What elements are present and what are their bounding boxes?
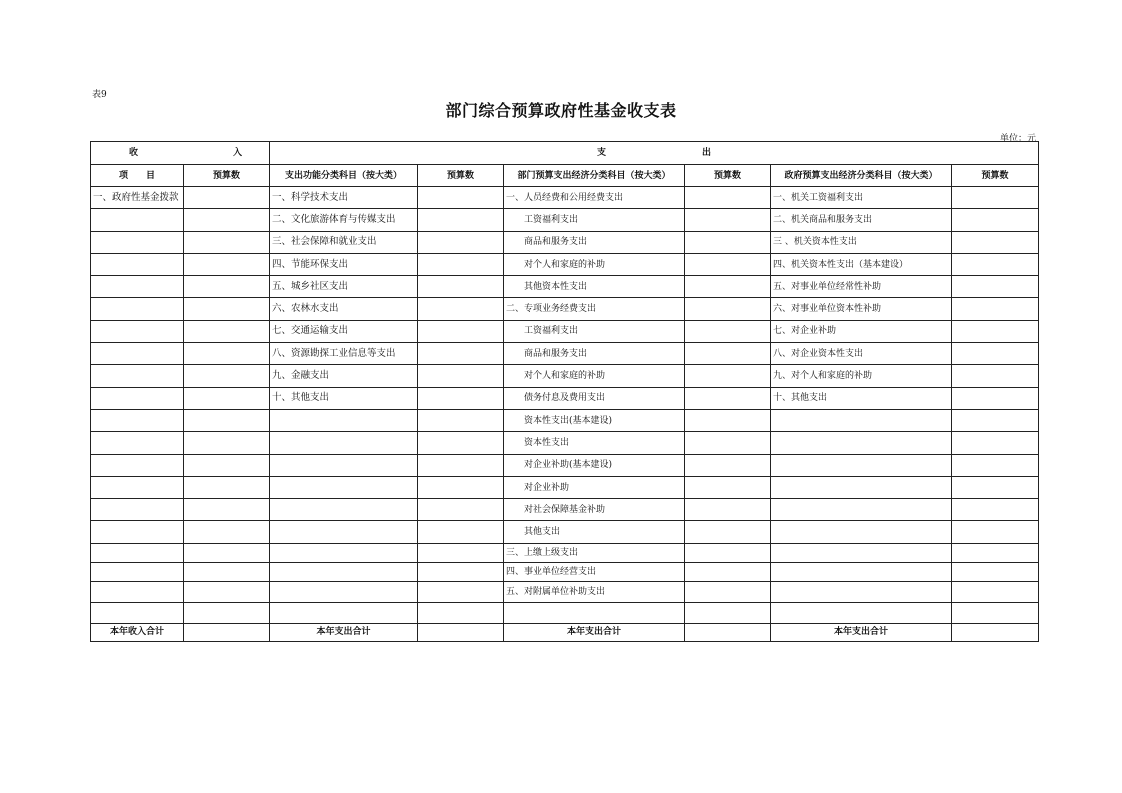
func-budget-cell bbox=[418, 543, 504, 562]
dept-item-cell: 对社会保障基金补助 bbox=[504, 499, 685, 521]
func-budget-cell bbox=[418, 365, 504, 387]
dept-budget-cell bbox=[685, 476, 771, 498]
func-item-cell: 一、科学技术支出 bbox=[270, 187, 418, 209]
gov-budget-cell bbox=[952, 499, 1039, 521]
gov-budget-cell bbox=[952, 253, 1039, 275]
income-budget-cell bbox=[184, 454, 270, 476]
gov-item-cell: 六、对事业单位资本性补助 bbox=[771, 298, 952, 320]
income-item-cell bbox=[91, 209, 184, 231]
income-budget-cell bbox=[184, 409, 270, 431]
dept-item-cell: 工资福利支出 bbox=[504, 209, 685, 231]
gov-item-cell bbox=[771, 454, 952, 476]
func-budget-cell bbox=[418, 476, 504, 498]
gov-budget-cell bbox=[952, 409, 1039, 431]
dept-budget-cell bbox=[685, 562, 771, 581]
func-item-cell: 五、城乡社区支出 bbox=[270, 276, 418, 298]
func-item-cell bbox=[270, 476, 418, 498]
table-body bbox=[91, 187, 1039, 624]
gov-item-cell: 四、机关资本性支出（基本建设） bbox=[771, 253, 952, 275]
gov-item-cell: 三 、机关资本性支出 bbox=[771, 231, 952, 253]
total-gov-label: 本年支出合计 bbox=[771, 623, 952, 641]
table-row bbox=[91, 231, 1039, 253]
func-item-cell: 四、节能环保支出 bbox=[270, 253, 418, 275]
dept-budget-cell bbox=[685, 343, 771, 365]
dept-budget-cell bbox=[685, 432, 771, 454]
expense-band-header: 支 出 bbox=[270, 142, 1039, 165]
dept-budget-cell bbox=[685, 187, 771, 209]
table-row bbox=[91, 432, 1039, 454]
table-row bbox=[91, 209, 1039, 231]
gov-budget-cell bbox=[952, 476, 1039, 498]
func-budget-cell bbox=[418, 276, 504, 298]
gov-item-cell: 九、对个人和家庭的补助 bbox=[771, 365, 952, 387]
dept-item-cell: 对企业补助(基本建设) bbox=[504, 454, 685, 476]
func-budget-cell bbox=[418, 187, 504, 209]
table-row bbox=[91, 409, 1039, 431]
gov-budget-cell bbox=[952, 581, 1039, 602]
gov-item-cell bbox=[771, 562, 952, 581]
table-row bbox=[91, 320, 1039, 342]
gov-budget-cell bbox=[952, 298, 1039, 320]
func-budget-cell bbox=[418, 499, 504, 521]
income-item-cell bbox=[91, 298, 184, 320]
income-item-cell bbox=[91, 320, 184, 342]
gov-budget-cell bbox=[952, 365, 1039, 387]
band-row bbox=[91, 142, 1039, 165]
dept-item-cell: 对个人和家庭的补助 bbox=[504, 253, 685, 275]
dept-item-cell: 对个人和家庭的补助 bbox=[504, 365, 685, 387]
income-item-cell bbox=[91, 432, 184, 454]
income-budget-cell bbox=[184, 343, 270, 365]
gov-item-cell: 十、其他支出 bbox=[771, 387, 952, 409]
income-budget-cell bbox=[184, 253, 270, 275]
income-budget-cell bbox=[184, 387, 270, 409]
dept-budget-cell bbox=[685, 454, 771, 476]
func-budget-cell bbox=[418, 521, 504, 543]
dept-item-cell: 商品和服务支出 bbox=[504, 343, 685, 365]
header-budget-gov: 预算数 bbox=[952, 165, 1039, 187]
dept-budget-cell bbox=[685, 298, 771, 320]
func-budget-cell bbox=[418, 231, 504, 253]
func-item-cell: 二、文化旅游体育与传媒支出 bbox=[270, 209, 418, 231]
dept-budget-cell bbox=[685, 409, 771, 431]
dept-budget-cell bbox=[685, 499, 771, 521]
income-budget-cell bbox=[184, 276, 270, 298]
header-budget-income: 预算数 bbox=[184, 165, 270, 187]
dept-item-cell: 二、专项业务经费支出 bbox=[504, 298, 685, 320]
gov-item-cell bbox=[771, 409, 952, 431]
gov-item-cell bbox=[771, 521, 952, 543]
income-item-cell bbox=[91, 454, 184, 476]
dept-item-cell: 三、上缴上级支出 bbox=[504, 543, 685, 562]
gov-budget-cell bbox=[952, 387, 1039, 409]
gov-budget-cell bbox=[952, 276, 1039, 298]
func-item-cell bbox=[270, 432, 418, 454]
dept-item-cell: 资本性支出 bbox=[504, 432, 685, 454]
dept-budget-cell bbox=[685, 521, 771, 543]
dept-budget-cell bbox=[685, 387, 771, 409]
func-item-cell bbox=[270, 409, 418, 431]
dept-budget-cell bbox=[685, 365, 771, 387]
gov-item-cell bbox=[771, 581, 952, 602]
dept-budget-cell bbox=[685, 581, 771, 602]
income-item-cell bbox=[91, 521, 184, 543]
income-budget-cell bbox=[184, 499, 270, 521]
func-budget-cell bbox=[418, 298, 504, 320]
gov-item-cell: 五、对事业单位经常性补助 bbox=[771, 276, 952, 298]
dept-budget-cell bbox=[685, 543, 771, 562]
table-row bbox=[91, 562, 1039, 581]
func-budget-cell bbox=[418, 409, 504, 431]
table-row bbox=[91, 387, 1039, 409]
dept-budget-cell bbox=[685, 320, 771, 342]
income-budget-cell bbox=[184, 476, 270, 498]
func-budget-cell bbox=[418, 602, 504, 623]
income-budget-cell bbox=[184, 320, 270, 342]
func-item-cell bbox=[270, 454, 418, 476]
func-budget-cell bbox=[418, 209, 504, 231]
gov-budget-cell bbox=[952, 231, 1039, 253]
total-func-label: 本年支出合计 bbox=[270, 623, 418, 641]
income-budget-cell bbox=[184, 543, 270, 562]
func-item-cell bbox=[270, 521, 418, 543]
dept-budget-cell bbox=[685, 253, 771, 275]
gov-item-cell bbox=[771, 432, 952, 454]
gov-budget-cell bbox=[952, 454, 1039, 476]
gov-item-cell: 八、对企业资本性支出 bbox=[771, 343, 952, 365]
table-number: 表9 bbox=[92, 90, 107, 100]
income-budget-cell bbox=[184, 231, 270, 253]
dept-item-cell: 五、对附属单位补助支出 bbox=[504, 581, 685, 602]
table-row bbox=[91, 365, 1039, 387]
dept-budget-cell bbox=[685, 602, 771, 623]
table-row bbox=[91, 476, 1039, 498]
header-gov-econ: 政府预算支出经济分类科目（按大类） bbox=[771, 165, 952, 187]
income-item-cell bbox=[91, 343, 184, 365]
gov-budget-cell bbox=[952, 320, 1039, 342]
dept-budget-cell bbox=[685, 231, 771, 253]
table-row bbox=[91, 543, 1039, 562]
gov-budget-cell bbox=[952, 543, 1039, 562]
func-item-cell bbox=[270, 602, 418, 623]
func-item-cell: 七、交通运输支出 bbox=[270, 320, 418, 342]
gov-budget-cell bbox=[952, 602, 1039, 623]
table-row bbox=[91, 454, 1039, 476]
gov-budget-cell bbox=[952, 562, 1039, 581]
column-header-row bbox=[91, 165, 1039, 187]
income-item-cell bbox=[91, 387, 184, 409]
func-budget-cell bbox=[418, 343, 504, 365]
dept-item-cell: 其他资本性支出 bbox=[504, 276, 685, 298]
table-row bbox=[91, 343, 1039, 365]
total-func-value bbox=[418, 623, 504, 641]
header-budget-dept: 预算数 bbox=[685, 165, 771, 187]
income-budget-cell bbox=[184, 365, 270, 387]
total-gov-value bbox=[952, 623, 1039, 641]
table-row bbox=[91, 187, 1039, 209]
dept-item-cell bbox=[504, 602, 685, 623]
income-item-cell bbox=[91, 276, 184, 298]
func-budget-cell bbox=[418, 320, 504, 342]
total-row bbox=[91, 623, 1039, 641]
income-budget-cell bbox=[184, 581, 270, 602]
dept-item-cell: 资本性支出(基本建设) bbox=[504, 409, 685, 431]
table-row bbox=[91, 253, 1039, 275]
dept-budget-cell bbox=[685, 276, 771, 298]
gov-item-cell: 一、机关工资福利支出 bbox=[771, 187, 952, 209]
table-row bbox=[91, 602, 1039, 623]
func-item-cell: 九、金融支出 bbox=[270, 365, 418, 387]
func-item-cell bbox=[270, 543, 418, 562]
dept-item-cell: 商品和服务支出 bbox=[504, 231, 685, 253]
dept-item-cell: 其他支出 bbox=[504, 521, 685, 543]
table-row bbox=[91, 499, 1039, 521]
func-item-cell: 三、社会保障和就业支出 bbox=[270, 231, 418, 253]
income-budget-cell bbox=[184, 209, 270, 231]
dept-item-cell: 工资福利支出 bbox=[504, 320, 685, 342]
func-budget-cell bbox=[418, 562, 504, 581]
header-item: 项 目 bbox=[91, 165, 184, 187]
table-row bbox=[91, 276, 1039, 298]
gov-budget-cell bbox=[952, 521, 1039, 543]
income-item-cell bbox=[91, 543, 184, 562]
func-budget-cell bbox=[418, 454, 504, 476]
table-row bbox=[91, 298, 1039, 320]
income-item-cell bbox=[91, 562, 184, 581]
gov-budget-cell bbox=[952, 343, 1039, 365]
gov-item-cell: 七、对企业补助 bbox=[771, 320, 952, 342]
income-budget-cell bbox=[184, 602, 270, 623]
dept-item-cell: 一、人员经费和公用经费支出 bbox=[504, 187, 685, 209]
header-func-class: 支出功能分类科目（按大类） bbox=[270, 165, 418, 187]
income-item-cell bbox=[91, 581, 184, 602]
func-budget-cell bbox=[418, 387, 504, 409]
dept-item-cell: 对企业补助 bbox=[504, 476, 685, 498]
func-item-cell bbox=[270, 581, 418, 602]
func-item-cell: 十、其他支出 bbox=[270, 387, 418, 409]
gov-budget-cell bbox=[952, 187, 1039, 209]
dept-item-cell: 债务付息及费用支出 bbox=[504, 387, 685, 409]
income-item-cell bbox=[91, 602, 184, 623]
income-item-cell bbox=[91, 409, 184, 431]
income-budget-cell bbox=[184, 521, 270, 543]
total-dept-value bbox=[685, 623, 771, 641]
income-budget-cell bbox=[184, 187, 270, 209]
gov-item-cell bbox=[771, 602, 952, 623]
header-dept-econ: 部门预算支出经济分类科目（按大类） bbox=[504, 165, 685, 187]
gov-budget-cell bbox=[952, 432, 1039, 454]
func-item-cell bbox=[270, 499, 418, 521]
income-budget-cell bbox=[184, 432, 270, 454]
income-item-cell bbox=[91, 253, 184, 275]
gov-item-cell: 二、机关商品和服务支出 bbox=[771, 209, 952, 231]
income-budget-cell bbox=[184, 562, 270, 581]
dept-budget-cell bbox=[685, 209, 771, 231]
gov-item-cell bbox=[771, 543, 952, 562]
header-budget-func: 预算数 bbox=[418, 165, 504, 187]
func-item-cell: 八、资源勘探工业信息等支出 bbox=[270, 343, 418, 365]
func-budget-cell bbox=[418, 253, 504, 275]
page-title: 部门综合预算政府性基金收支表 bbox=[445, 101, 677, 120]
func-item-cell: 六、农林水支出 bbox=[270, 298, 418, 320]
income-item-cell bbox=[91, 231, 184, 253]
income-item-cell: 一、政府性基金拨款 bbox=[91, 187, 184, 209]
gov-item-cell bbox=[771, 476, 952, 498]
total-income-label: 本年收入合计 bbox=[91, 623, 184, 641]
unit-label: 单位：元 bbox=[999, 134, 1036, 144]
income-item-cell bbox=[91, 499, 184, 521]
gov-budget-cell bbox=[952, 209, 1039, 231]
table-row bbox=[91, 521, 1039, 543]
func-item-cell bbox=[270, 562, 418, 581]
income-item-cell bbox=[91, 365, 184, 387]
income-item-cell bbox=[91, 476, 184, 498]
gov-item-cell bbox=[771, 499, 952, 521]
budget-table bbox=[90, 141, 1039, 642]
dept-item-cell: 四、事业单位经营支出 bbox=[504, 562, 685, 581]
income-budget-cell bbox=[184, 298, 270, 320]
table-row bbox=[91, 581, 1039, 602]
income-band-header: 收 入 bbox=[91, 142, 270, 165]
total-dept-label: 本年支出合计 bbox=[504, 623, 685, 641]
total-income-value bbox=[184, 623, 270, 641]
func-budget-cell bbox=[418, 432, 504, 454]
func-budget-cell bbox=[418, 581, 504, 602]
